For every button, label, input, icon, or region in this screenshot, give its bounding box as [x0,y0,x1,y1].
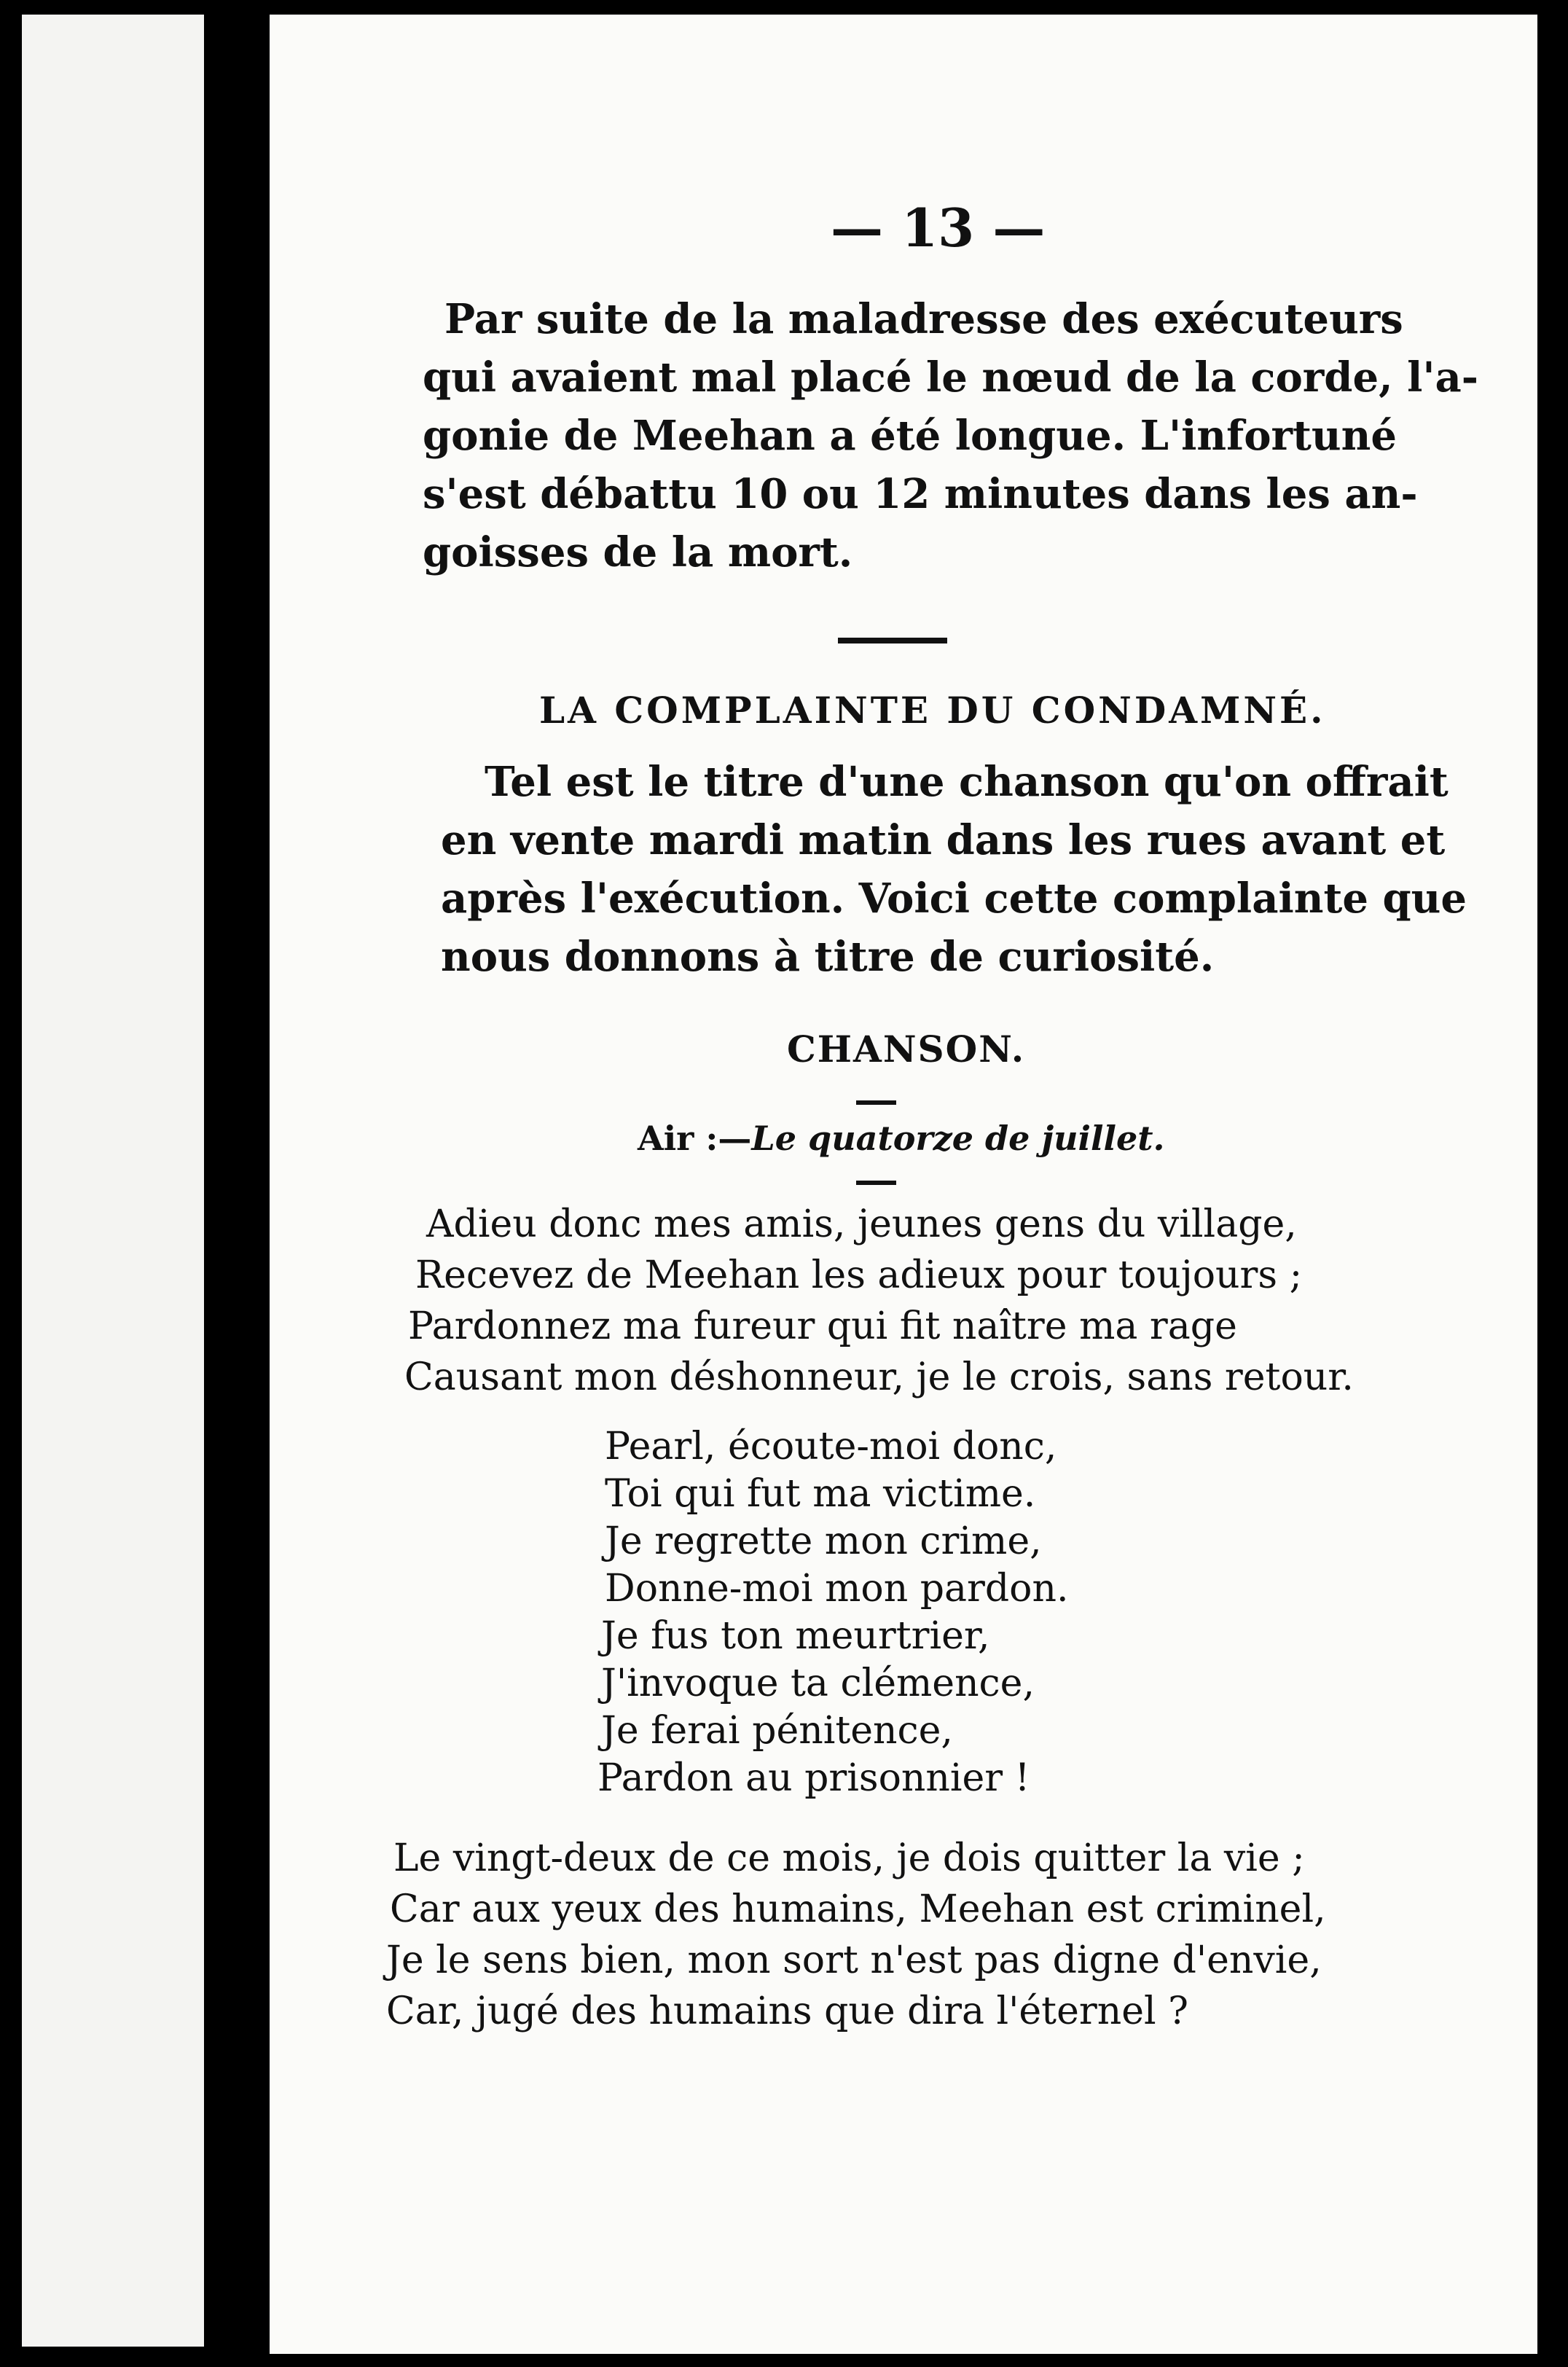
stanza-line: Car, jugé des humains que dira l'éternel ? [386,1990,1189,2033]
refrain-line: J'invoque ta clémence, [601,1662,1035,1705]
stanza-line: Je le sens bien, mon sort n'est pas digne d'envie, [386,1938,1322,1982]
paragraph-line: nous donnons à titre de curiosité. [441,933,1215,981]
page-number: — 13 — [831,197,1046,259]
stanza-line: Adieu donc mes amis, jeunes gens du village, [426,1202,1297,1246]
facing-page-margin [22,15,204,2347]
air-line [638,1119,1165,1158]
paragraph-line: Par suite de la maladresse des exécuteurs [444,295,1403,343]
refrain-line: Pearl, écoute-moi donc, [605,1425,1057,1468]
paragraph-line: goisses de la mort. [423,528,853,576]
refrain-line: Je regrette mon crime, [605,1519,1042,1563]
refrain-line: Je fus ton meurtrier, [601,1614,990,1658]
refrain-line: Toi qui fut ma victime. [605,1472,1036,1516]
paragraph-line: s'est débattu 10 ou 12 minutes dans les an- [423,470,1418,518]
stanza-line: Le vingt-deux de ce mois, je dois quitter la vie ; [393,1836,1305,1880]
paragraph-line: en vente mardi matin dans les rues avant et [441,816,1446,864]
stanza-line: Car aux yeux des humains, Meehan est criminel, [390,1887,1326,1931]
stanza-line: Pardonnez ma fureur qui fit naître ma rage [408,1304,1237,1348]
stanza-line: Recevez de Meehan les adieux pour toujours ; [415,1253,1303,1297]
air-name: Le quatorze de juillet. [751,1119,1165,1158]
paragraph-line: après l'exécution. Voici cette complainte que [441,875,1467,923]
refrain-line: Pardon au prisonnier ! [597,1756,1030,1800]
short-rule [856,1181,896,1185]
refrain-line: Donne-moi mon pardon. [605,1567,1069,1611]
book-gutter [204,0,270,2367]
section-divider [838,638,947,643]
song-title: CHANSON. [787,1028,1026,1071]
stanza-line: Causant mon déshonneur, je le crois, sans retour. [404,1355,1354,1399]
air-label: Air :— [638,1119,752,1158]
section-title: LA COMPLAINTE DU CONDAMNÉ. [539,689,1326,732]
paragraph-line: qui avaient mal placé le nœud de la corde, l'a- [423,353,1479,402]
paragraph-line: gonie de Meehan a été longue. L'infortuné [423,412,1397,460]
paragraph-line: Tel est le titre d'une chanson qu'on offrait [485,758,1449,806]
refrain-line: Je ferai pénitence, [601,1709,953,1753]
short-rule [856,1100,896,1105]
book-page [270,15,1537,2354]
